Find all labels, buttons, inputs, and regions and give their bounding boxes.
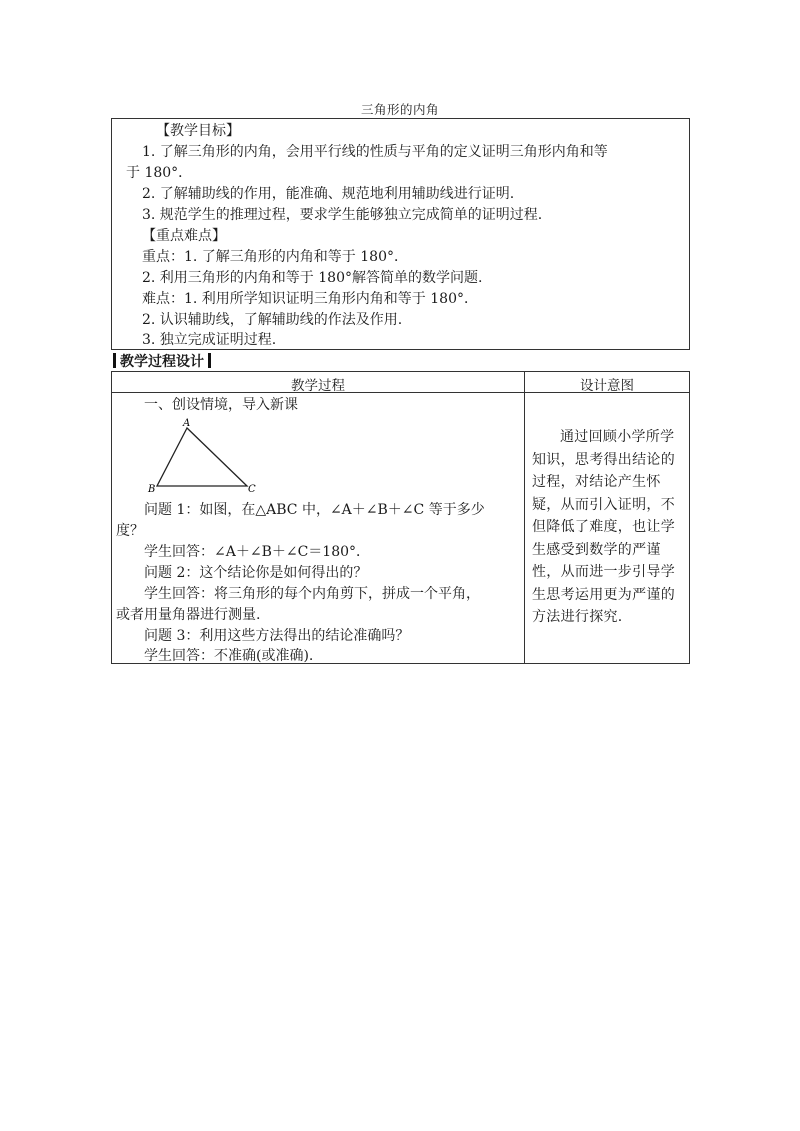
goal-item-2: 2. 了解辅助线的作用，能准确、规范地利用辅助线进行证明. — [142, 186, 515, 202]
key-point-1: 重点：1. 了解三角形的内角和等于 180°． — [142, 249, 408, 265]
triangle-shape — [157, 428, 247, 486]
vertex-c-label: C — [248, 484, 256, 494]
question-1-line-2: 度？ — [116, 523, 144, 539]
process-design-heading — [113, 351, 211, 371]
goal-item-1-line-2: 于 180°． — [126, 165, 193, 181]
difficulty-1: 难点：1. 利用所学知识证明三角形内角和等于 180°． — [142, 291, 478, 307]
answer-1: 学生回答：∠A＋∠B＋∠C＝180°． — [144, 544, 371, 560]
question-2: 问题 2：这个结论你是如何得出的？ — [144, 565, 368, 581]
goal-item-3: 3. 规范学生的推理过程，要求学生能够独立完成简单的证明过程. — [142, 207, 543, 223]
answer-2-line-2: 或者用量角器进行测量. — [116, 607, 261, 623]
key-points-heading: 【重点难点】 — [142, 228, 226, 244]
heading-bar-left — [113, 353, 116, 368]
difficulty-3: 3. 独立完成证明过程. — [142, 332, 277, 348]
col-header-process: 教学过程 — [291, 378, 345, 394]
vertex-a-label: A — [183, 418, 191, 429]
section-1-title: 一、创设情境，导入新课 — [144, 397, 298, 413]
triangle-abc-figure — [142, 416, 257, 494]
design-intent-text: 通过回顾小学所学知识，思考得出结论的过程，对结论产生怀疑，从而引入证明，不但降低了难度，也让学生感受到数学的严谨性，从而进一步引导学生思考运用更为严谨的方法进行探究. — [532, 429, 675, 625]
teaching-goals-box — [111, 118, 690, 350]
goal-item-1-line-1: 1. 了解三角形的内角，会用平行线的性质与平角的定义证明三角形内角和等 — [142, 144, 608, 160]
document-title: 三角形的内角 — [360, 102, 439, 117]
heading-bar-right — [208, 353, 211, 368]
process-table — [111, 371, 690, 664]
key-point-2: 2. 利用三角形的内角和等于 180°解答简单的数学问题. — [142, 270, 483, 286]
answer-2-line-1: 学生回答：将三角形的每个内角剪下，拼成一个平角， — [144, 586, 480, 602]
vertex-b-label: B — [148, 484, 156, 494]
difficulty-2: 2. 认识辅助线，了解辅助线的作法及作用. — [142, 312, 403, 328]
column-divider — [524, 372, 525, 663]
answer-3: 学生回答：不准确(或准确). — [144, 648, 314, 664]
process-design-heading-text: 教学过程设计 — [120, 354, 204, 370]
question-1-line-1: 问题 1：如图，在△ABC 中，∠A＋∠B＋∠C 等于多少 — [144, 502, 485, 518]
goals-heading: 【教学目标】 — [156, 123, 240, 139]
question-3: 问题 3：利用这些方法得出的结论准确吗？ — [144, 628, 410, 644]
col-header-intent: 设计意图 — [580, 378, 634, 394]
